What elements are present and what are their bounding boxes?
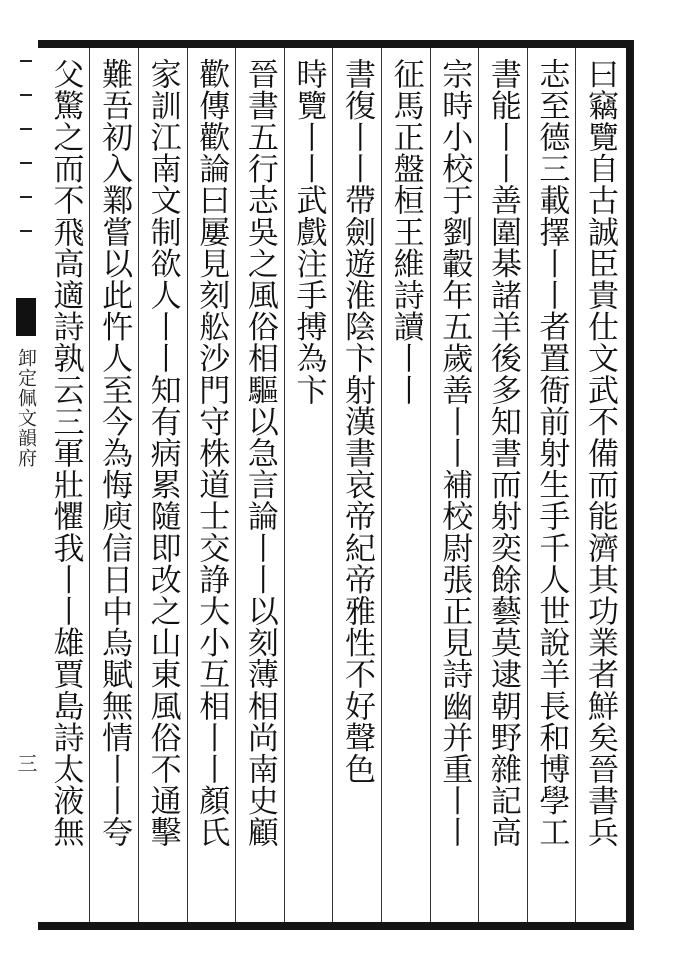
- text-column-7: 時覽丨丨武戲注手搏為卞: [284, 48, 333, 922]
- page-border-top: [38, 40, 634, 48]
- text-columns: [40, 48, 624, 922]
- text-column-1: 曰竊覽自古誠臣貴仕文武不備而能濟其功業者鮮矣晉書兵: [575, 48, 624, 922]
- text-column-9: 歡傳歡論曰屢見刻舩沙門守株道士交諍大小互相丨丨顏氏: [187, 48, 236, 922]
- margin-strip: [14, 48, 38, 922]
- text-column-5: 征馬正盤桓王維詩讀丨丨: [381, 48, 430, 922]
- text-column-6: 書復丨丨帶劍遊淮陰卞射漢書哀帝紀帝雅性不好聲色: [332, 48, 381, 922]
- fold-mark: [20, 230, 32, 232]
- fold-mark: [20, 128, 32, 130]
- text-column-11: 難吾初入鄴嘗以此忤人至今為悔庾信日中烏賦無情丨丨夸: [89, 48, 138, 922]
- page-number: 三: [14, 753, 38, 773]
- fold-mark: [20, 60, 32, 62]
- text-column-4: 宗時小校于劉轂年五歲善丨丨補校尉張正見詩幽并重丨丨: [430, 48, 479, 922]
- fold-marks: [14, 60, 38, 232]
- text-column-8: 晉書五行志吳之風俗相驅以急言論丨丨以刻薄相尚南史顧: [235, 48, 284, 922]
- page-border-right: [626, 40, 634, 930]
- text-column-10: 家訓江南文制欲人丨丨知有病累隨即改之山東風俗不通擊: [138, 48, 187, 922]
- text-column-3: 書能丨丨善圍棊諸羊後多知書而射奕餘藝莫逮朝野雜記高: [478, 48, 527, 922]
- fold-mark: [20, 196, 32, 198]
- text-column-2: 志至德三載擇丨丨者置衙前射生手千人世說羊長和博學工: [527, 48, 576, 922]
- text-column-12: 父驚之而不飛高適詩孰云三軍壯懼我丨丨雄賈島詩太液無: [47, 58, 84, 848]
- fold-mark: [20, 162, 32, 164]
- fold-mark: [20, 94, 32, 96]
- fish-tail-mark: [16, 298, 36, 336]
- book-title: 卸定佩文韻府: [15, 348, 37, 468]
- page-border-bottom: [38, 922, 634, 930]
